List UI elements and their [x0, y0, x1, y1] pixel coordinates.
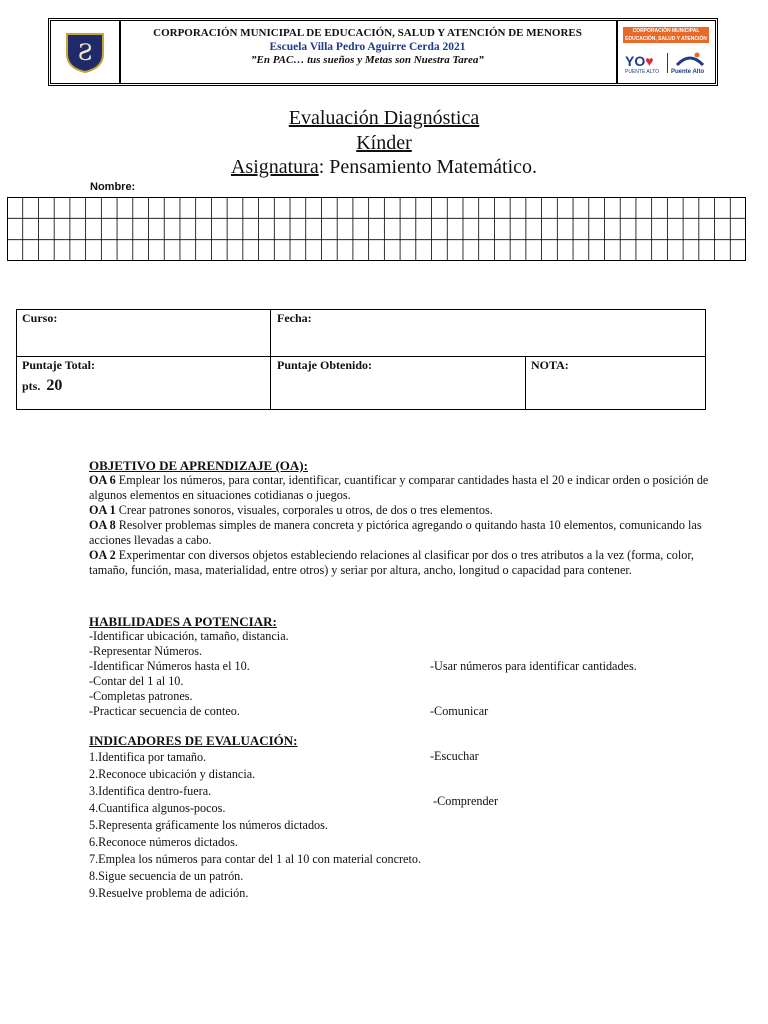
heart-icon: ♥: [645, 53, 654, 69]
habilidad-item: -Completas patrones.: [89, 689, 193, 703]
name-label: Nombre:: [90, 181, 136, 193]
corporation-name: CORPORACIÓN MUNICIPAL DE EDUCACIÓN, SALUD Y ATENCIÓN DE MENORES: [153, 27, 582, 39]
subject-label: Asignatura: [230, 156, 319, 178]
corporation-banner: CORPORACIÓN MUNICIPAL EDUCACIÓN, SALUD Y ATENCIÓN DE MENORES: [623, 27, 709, 43]
indicador-item: 7.Emplea los números para contar del 1 al 10 con material concreto.: [89, 852, 421, 866]
header-banner: [48, 18, 718, 86]
oa-code: OA 8: [89, 518, 116, 532]
grid-border: [8, 198, 746, 261]
document-title: Evaluación Diagnóstica: [288, 107, 480, 129]
name-grid[interactable]: [7, 197, 746, 261]
info-table: [16, 309, 706, 410]
svg-text:Ƨ: Ƨ: [77, 41, 93, 66]
yo-subtitle: PUENTE ALTO: [625, 69, 659, 75]
habilidad-item: -Contar del 1 al 10.: [89, 674, 184, 688]
school-name: Escuela Villa Pedro Aguirre Cerda 2021: [269, 41, 466, 53]
oa-code: OA 6: [89, 473, 116, 487]
habilidad-item: -Identificar Números hasta el 10.: [89, 659, 250, 673]
pts-row: [22, 377, 62, 395]
pts-label: pts.: [22, 379, 41, 393]
school-motto: ”En PAC… tus sueños y Metas son Nuestra Tarea”: [251, 54, 484, 66]
puntaje-total-label: Puntaje Total:: [22, 358, 96, 372]
indicador-item: 5.Representa gráficamente los números dictados.: [89, 818, 328, 832]
oa-code: OA 2: [89, 548, 116, 562]
indicadores-title: INDICADORES DE EVALUACIÓN:: [89, 733, 298, 748]
puntaje-obtenido-label: Puntaje Obtenido:: [277, 358, 373, 372]
oa-text: Resolver problemas simples de manera concreta y pictórica agregando o quitando hasta 10 elementos, comunicando las acciones llevadas a cabo.: [89, 518, 702, 547]
school-crest-logo: [51, 21, 121, 83]
habilidad-item: -Usar números para identificar cantidades.: [430, 659, 637, 673]
fecha-label: Fecha:: [277, 311, 312, 325]
puente-alto-label: Puente Alto: [671, 69, 705, 75]
oa-item: [89, 473, 717, 503]
indicador-item: 8.Sigue secuencia de un patrón.: [89, 869, 244, 883]
habilidad-item: -Comprender: [430, 794, 499, 808]
nota-label: NOTA:: [531, 358, 569, 372]
indicador-item: 1.Identifica por tamaño.: [89, 750, 207, 764]
oa-item: [89, 518, 717, 548]
habilidades-title: HABILIDADES A POTENCIAR:: [89, 614, 277, 629]
sunrise-icon: [675, 51, 705, 67]
subject-value: : Pensamiento Matemático.: [318, 156, 538, 178]
oa-text: Crear patrones sonoros, visuales, corporales u otros, de dos o tres elementos.: [115, 503, 493, 517]
header-text: [119, 21, 618, 83]
indicador-item: 4.Cuantifica algunos-pocos.: [89, 801, 226, 815]
indicador-item: 6.Reconoce números dictados.: [89, 835, 238, 849]
indicador-item: 3.Identifica dentro-fuera.: [89, 784, 212, 798]
school-crest-icon: [65, 30, 105, 74]
table-divider: [270, 310, 271, 409]
indicador-item: 2.Reconoce ubicación y distancia.: [89, 767, 256, 781]
indicador-item: 9.Resuelve problema de adición.: [89, 886, 249, 900]
oa-text: Emplear los números, para contar, identificar, cuantificar y comparar cantidades hasta el 20 e indicar orden o posición de algunos elementos en situaciones cotidianas o juegos.: [89, 473, 709, 502]
habilidad-item: -Representar Números.: [89, 644, 203, 658]
table-divider: [17, 356, 705, 357]
oa-code: OA 1: [89, 503, 116, 517]
objetivos-section: [89, 458, 717, 578]
oa-item: [89, 548, 717, 578]
puente-alto-logo: [617, 21, 715, 83]
logo-divider: [667, 53, 668, 73]
objetivos-title: OBJETIVO DE APRENDIZAJE (OA):: [89, 458, 308, 473]
yo-puente-alto-logo: [623, 49, 709, 77]
oa-item: [89, 503, 717, 518]
habilidad-item: -Identificar ubicación, tamaño, distancia.: [89, 629, 289, 643]
subject-line: [0, 156, 768, 179]
oa-text: Experimentar con diversos objetos estableciendo relaciones al clasificar por dos o tres atributos a la vez (forma, color, tamaño, función, masa, materialidad, entre otros) y seriar por altura, ancho, longitud o capacidad para contener.: [89, 548, 694, 577]
table-divider: [525, 356, 526, 409]
habilidad-item: -Escuchar: [430, 749, 479, 763]
habilidad-item: -Comunicar: [430, 704, 489, 718]
pts-value: 20: [46, 377, 63, 394]
yo-text: YO: [625, 53, 646, 69]
grade-level: Kínder: [356, 132, 412, 154]
habilidades-section: [89, 614, 429, 719]
indicadores-section: [89, 732, 717, 902]
curso-label: Curso:: [22, 311, 58, 325]
habilidad-item: -Practicar secuencia de conteo.: [89, 704, 240, 718]
